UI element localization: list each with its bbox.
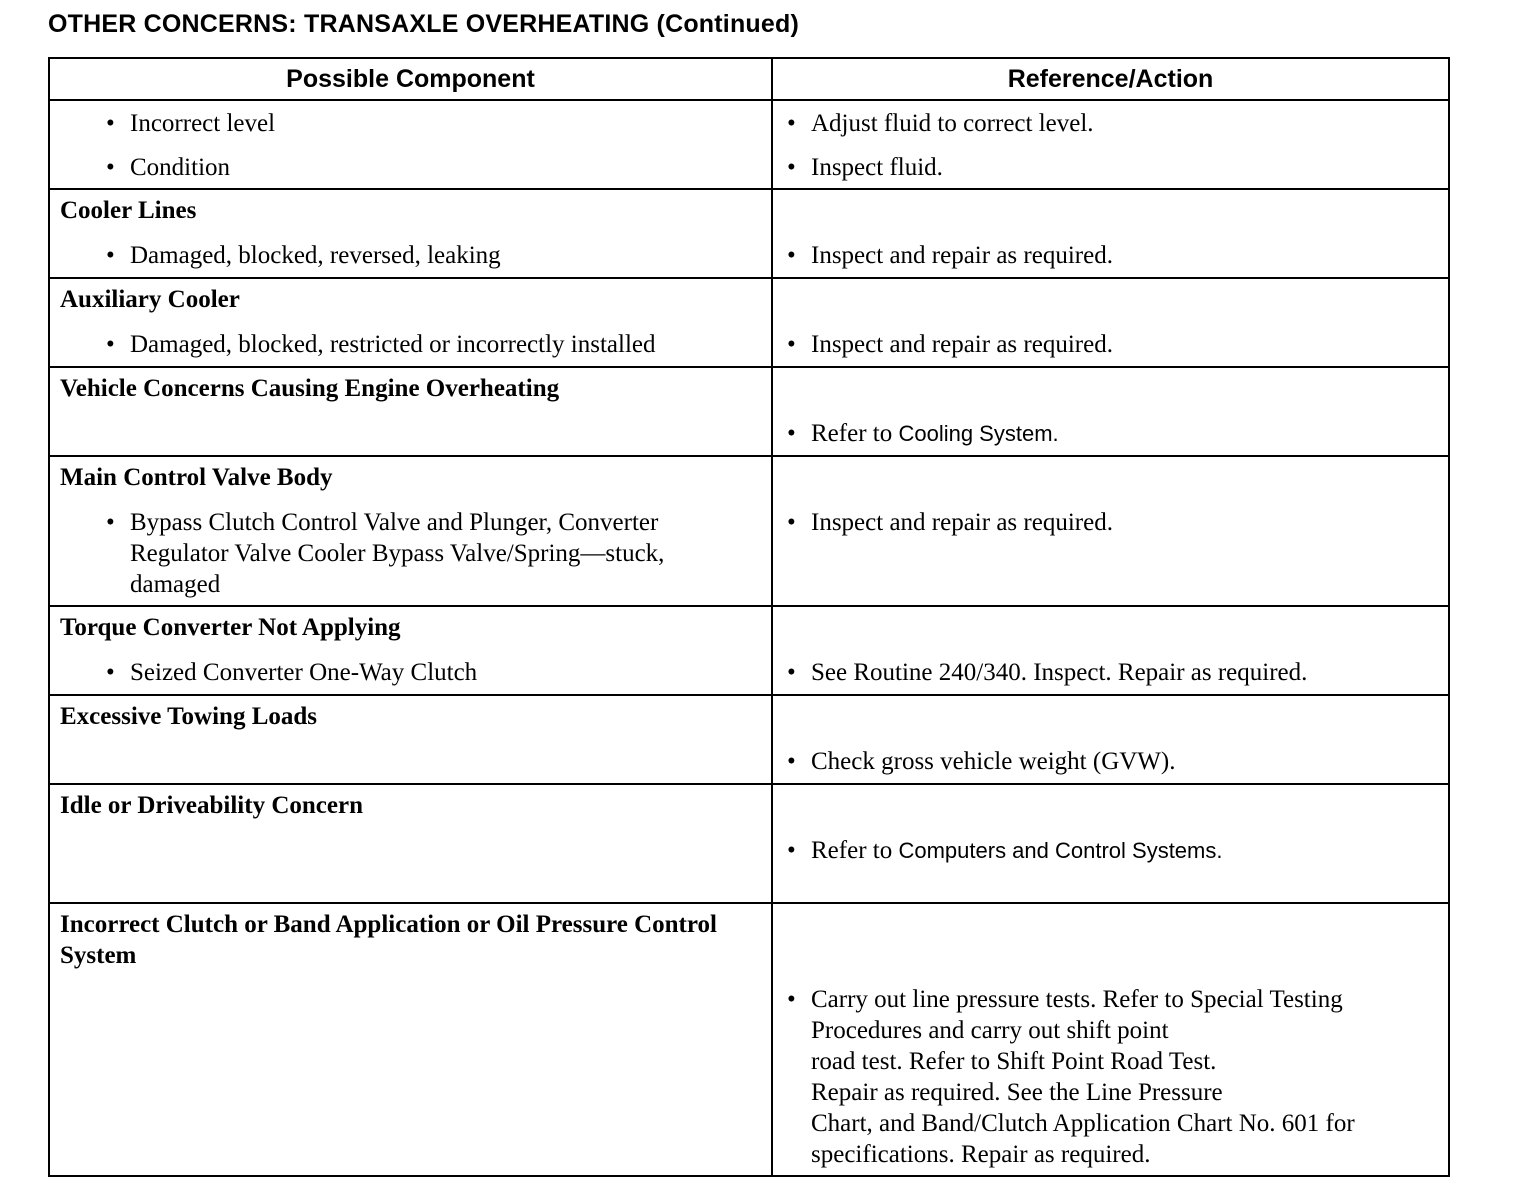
bullet-icon: • (787, 986, 796, 1013)
column-header-action: Reference/Action (772, 58, 1449, 100)
action-item: • Adjust fluid to correct level. (787, 110, 1094, 137)
component-heading: Excessive Towing Loads (60, 703, 318, 730)
action-cell (772, 100, 1449, 189)
bullet-icon: • (787, 110, 796, 137)
component-item: • Damaged, blocked, reversed, leaking (106, 242, 501, 269)
component-cell (49, 278, 772, 367)
component-cell (49, 456, 772, 606)
bullet-icon: • (106, 659, 115, 686)
bullet-icon: • (106, 331, 115, 358)
component-cell (49, 784, 772, 903)
component-heading: Auxiliary Cooler (60, 286, 240, 313)
component-item: • Condition (106, 154, 231, 181)
cross-reference: Computers and Control Systems. (898, 838, 1223, 863)
component-cell (49, 100, 772, 189)
component-item: • Seized Converter One-Way Clutch (106, 659, 478, 686)
table-row (49, 100, 1449, 189)
component-cell (49, 903, 772, 1176)
action-cell (772, 367, 1449, 456)
concerns-table (48, 57, 1450, 1177)
action-item: • Inspect fluid. (787, 154, 943, 181)
bullet-icon: • (106, 509, 115, 536)
action-item: • Refer to Computers and Control Systems. (787, 837, 1223, 864)
table-row (49, 784, 1449, 903)
table-row (49, 903, 1449, 1176)
component-heading: Main Control Valve Body (60, 464, 333, 491)
action-cell (772, 695, 1449, 784)
component-heading: Torque Converter Not Applying (60, 614, 401, 641)
cross-reference: Cooling System. (898, 421, 1059, 446)
bullet-icon: • (787, 242, 796, 269)
action-cell (772, 606, 1449, 695)
action-item: • Refer to Cooling System. (787, 420, 1059, 447)
action-item: • Inspect and repair as required. (787, 331, 1113, 358)
component-cell (49, 189, 772, 278)
bullet-icon: • (787, 837, 796, 864)
action-item: • Inspect and repair as required. (787, 242, 1113, 269)
table-row (49, 456, 1449, 606)
component-item: • Incorrect level (106, 110, 276, 137)
component-heading: Idle or Driveability Concern (60, 792, 363, 819)
action-cell (772, 189, 1449, 278)
table-row (49, 278, 1449, 367)
action-item: • Carry out line pressure tests. Refer to Special Testing Procedures and carry out shift point road test. Refer to Shift Point Road Test. Repair as required. See the Line Pressure Chart, and Band/Clutch Application Chart No. 601 for specifications. Repair as required. (787, 986, 1355, 1168)
component-heading: Cooler Lines (60, 197, 197, 224)
bullet-icon: • (787, 748, 796, 775)
bullet-icon: • (787, 331, 796, 358)
action-item: • Check gross vehicle weight (GVW). (787, 748, 1176, 775)
bullet-icon: • (106, 242, 115, 269)
component-cell (49, 695, 772, 784)
action-cell (772, 903, 1449, 1176)
column-header-component: Possible Component (49, 58, 772, 100)
action-cell (772, 784, 1449, 903)
header-row (49, 58, 1449, 100)
table-row (49, 695, 1449, 784)
action-item: • Inspect and repair as required. (787, 509, 1113, 536)
component-heading: Incorrect Clutch or Band Application or Oil Pressure Control System (60, 911, 717, 969)
bullet-icon: • (787, 659, 796, 686)
bullet-icon: • (106, 154, 115, 181)
table-row (49, 189, 1449, 278)
action-cell (772, 456, 1449, 606)
component-item: • Bypass Clutch Control Valve and Plunger, Converter Regulator Valve Cooler Bypass Valve/Spring—stuck, damaged (106, 509, 665, 598)
table-row (49, 606, 1449, 695)
action-item: • See Routine 240/340. Inspect. Repair as required. (787, 659, 1308, 686)
bullet-icon: • (787, 154, 796, 181)
component-cell (49, 367, 772, 456)
component-item: • Damaged, blocked, restricted or incorrectly installed (106, 331, 656, 358)
action-cell (772, 278, 1449, 367)
bullet-icon: • (787, 509, 796, 536)
component-cell (49, 606, 772, 695)
bullet-icon: • (787, 420, 796, 447)
table-row (49, 367, 1449, 456)
component-heading: Vehicle Concerns Causing Engine Overheating (60, 375, 560, 402)
bullet-icon: • (106, 110, 115, 137)
page-title: OTHER CONCERNS: TRANSAXLE OVERHEATING (Continued) (48, 10, 799, 38)
